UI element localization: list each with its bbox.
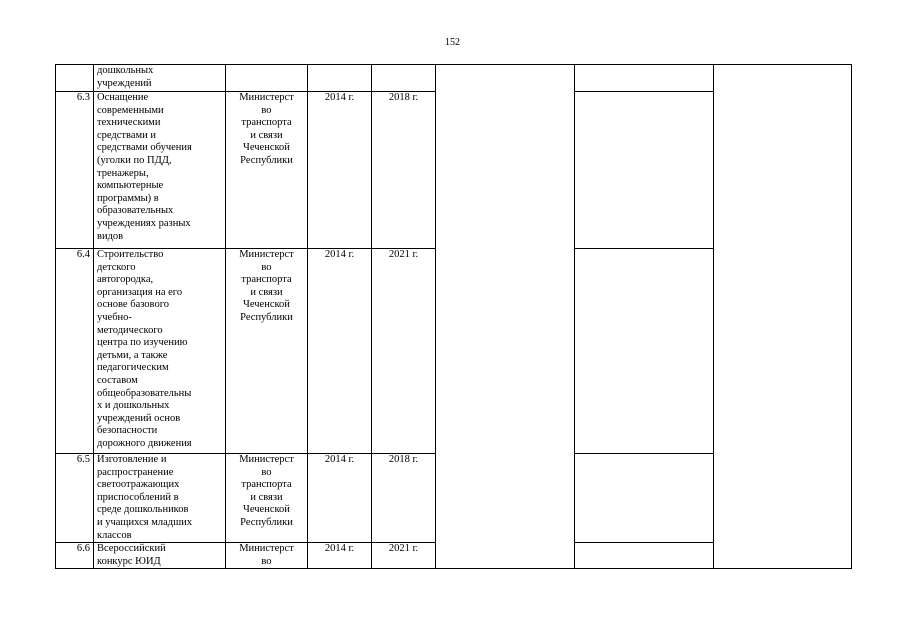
empty-cell (575, 249, 714, 454)
row-number: 6.5 (56, 454, 94, 543)
merged-empty-cell (714, 65, 852, 569)
end-year: 2018 г. (372, 454, 436, 543)
end-year (372, 65, 436, 92)
executor: Министерст во транспорта и связи Чеченской Республики (226, 92, 308, 249)
end-year: 2021 г. (372, 249, 436, 454)
empty-cell (575, 65, 714, 92)
executor: Министерст во транспорта и связи Чеченской Республики (226, 454, 308, 543)
executor: Министерст во транспорта и связи Чеченской Республики (226, 249, 308, 454)
start-year (308, 65, 372, 92)
measure-name: дошкольных учреждений (94, 65, 226, 92)
empty-cell (575, 454, 714, 543)
row-number: 6.4 (56, 249, 94, 454)
row-number: 6.3 (56, 92, 94, 249)
start-year: 2014 г. (308, 454, 372, 543)
empty-cell (575, 92, 714, 249)
end-year: 2021 г. (372, 543, 436, 569)
table-row (56, 65, 852, 92)
start-year: 2014 г. (308, 249, 372, 454)
measure-name: Оснащение современными техническими средствами и средствами обучения (уголки по ПДД, тренажеры, компьютерные программы) в образовательных учреждениях разных видов (94, 92, 226, 249)
row-number: 6.6 (56, 543, 94, 569)
measure-name: Всероссийский конкурс ЮИД (94, 543, 226, 569)
start-year: 2014 г. (308, 92, 372, 249)
end-year: 2018 г. (372, 92, 436, 249)
page-number: 152 (445, 37, 460, 48)
measure-name: Изготовление и распространение светоотражающих приспособлений в среде дошкольников и учащихся младших классов (94, 454, 226, 543)
executor (226, 65, 308, 92)
row-number (56, 65, 94, 92)
merged-empty-cell (436, 65, 575, 569)
measures-table (55, 64, 852, 569)
measure-name: Строительство детского автогородка, организация на его основе базового учебно- методического центра по изучению детьми, а также педагогическим составом общеобразовательны х и дошкольных учреждений основ безопасности дорожного движения (94, 249, 226, 454)
empty-cell (575, 543, 714, 569)
executor: Министерст во (226, 543, 308, 569)
start-year: 2014 г. (308, 543, 372, 569)
